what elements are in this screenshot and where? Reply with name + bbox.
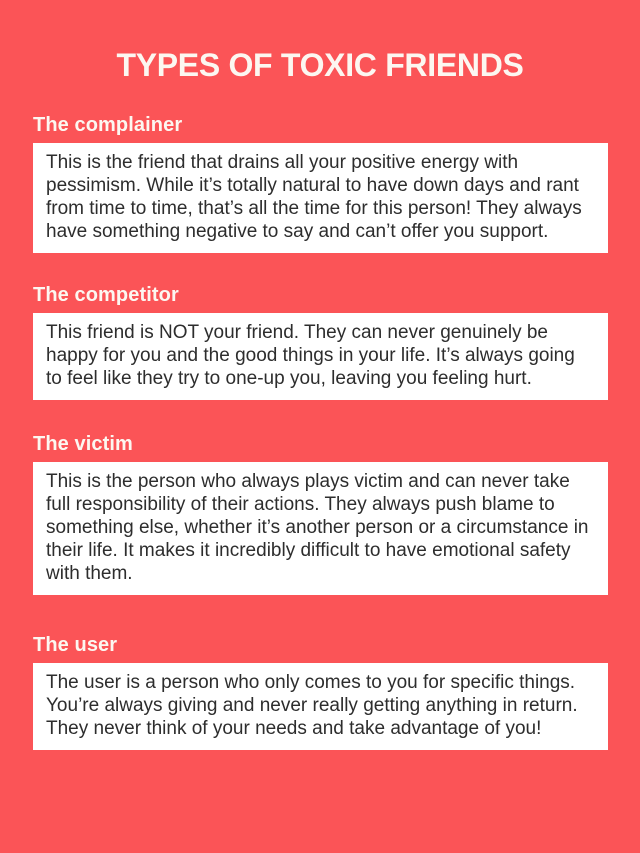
- section-heading-victim: The victim: [33, 433, 133, 455]
- section-body-competitor: This friend is NOT your friend. They can never genuinely be happy for you and the good things in your life. It’s always going to feel like they try to one-up you, leaving you feeling hurt.: [46, 322, 575, 389]
- section-body-user: The user is a person who only comes to you for specific things. You’re always giving and never really getting anything in return. They never think of your needs and take advantage of you!: [46, 672, 578, 739]
- section-victim: [33, 432, 608, 595]
- page-title: TYPES OF TOXIC FRIENDS: [116, 47, 524, 83]
- section-card-competitor: [33, 313, 608, 400]
- section-card-complainer: [33, 143, 608, 253]
- section-card-victim: [33, 462, 608, 595]
- section-heading-competitor: The competitor: [33, 284, 179, 306]
- section-card-user: [33, 663, 608, 750]
- section-user: [33, 633, 608, 750]
- section-heading-complainer: The complainer: [33, 114, 183, 136]
- section-body-complainer: This is the friend that drains all your positive energy with pessimism. While it’s totally natural to have down days and rant from time to time, that’s all the time for this person! They always have something negative to say and can’t offer you support.: [46, 152, 582, 242]
- section-complainer: [33, 113, 608, 253]
- section-body-victim: This is the person who always plays victim and can never take full responsibility of their actions. They always push blame to something else, whether it’s another person or a circumstance in their life. It makes it incredibly difficult to have emotional safety with them.: [46, 471, 589, 584]
- content-area: [33, 113, 608, 750]
- section-heading-user: The user: [33, 634, 118, 656]
- section-competitor: [33, 283, 608, 400]
